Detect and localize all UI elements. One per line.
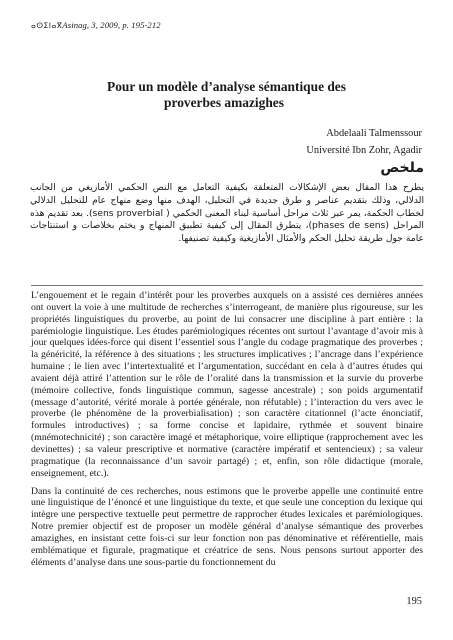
author-affiliation: Université Ibn Zohr, Agadir xyxy=(306,145,422,156)
author-name: Abdelaali Talmenssour xyxy=(326,128,422,139)
journal-citation: , 3, 2009, p. 195-212 xyxy=(86,20,161,30)
section-divider xyxy=(31,285,423,286)
running-head xyxy=(31,20,161,30)
body-paragraph-2: Dans la continuité de ces recherches, nous estimons que le proverbe appelle une continuité entre une linguistique de l’énoncé et une linguistique du texte, et que seule une conception du lexique qui intègre une perspective textuelle peut permettre de rapprocher études lexicales et parémiologiques. Notre premier objectif est de proposer un modèle général d’analyse sémantique des proverbes amazighes, en insistant cette fois-ci sur leur fonction non pas dénominative et référentielle, mais emblématique et figurale, pragmatique et créatrice de sens. Nous pensons surtout apporter des éléments d’analyse dans une sous-partie du fonctionnement du xyxy=(31,485,423,568)
title-line-1: Pour un modèle d’analyse sémantique des xyxy=(107,79,346,94)
journal-tifinagh-name: ⴰⵙⵉⵏⴰⴳ xyxy=(31,21,63,30)
arabic-abstract-text: يطرح هذا المقال بعض الإشكالات المتعلقة بكيفية التعامل مع النص الحكمي الأمازيغي من الجانب الدلالي، وذلك بتقديم عناصر و طرق جديدة في التحليل، الهدف منها وضع منهاج عام للتحليل الدلالي لخطاب الحكمة، يمر عبر ثلاث مراحل أساسية لبناء المعنى الحكمي ( sens proverbial). بعد تقديم هذه المراحل (phases de sens)، يتطرق المقال إلى كيفية تطبيق المنهاج و يختم بخلاصات و استنتاجات عامة حول طريقة تحليل الحكم والأمثال الأمازيغية وكيفية تصنيفها. xyxy=(30,182,424,245)
journal-name: Asinag xyxy=(62,20,87,30)
author-block xyxy=(306,125,422,159)
article-title xyxy=(0,79,453,110)
page-number: 195 xyxy=(406,596,422,607)
body-paragraph-1: L’engouement et le regain d’intérêt pour les proverbes auxquels on a assisté ces dernières années ont ouvert la voie à une multitude de recherches s’interrogeant, de manière plus rigoureuse, sur les propriétés linguistiques du proverbe, au point de lui consacrer une discipline à part entière : la parémiologie linguistique. Les études parémiologiques récentes ont surtout l’avantage d’avoir mis à jour quelques idées-force qui disent l’essentiel sous l’angle du codage pragmatique des proverbes ; la généricité, la référence à des situations ; les structures implicatives ; l’ancrage dans l’expérience humaine ; le lien avec l’intertextualité et l’argumentation, succédant en cela à d’autres études qui avaient déjà attiré l’attention sur le rôle de l’oralité dans la transmission et la survie du proverbe (mémoire collective, fonds linguistique commun, sagesse ancestrale) ; son poids argumentatif (message d’autorité, vérité morale à portée générale, non réfutable) ; l’interaction du vers avec le proverbe (le phénomène de la proverbialisation) ; son caractère citationnel (l’acte énonciatif, formules introductives) ; sa forme concise et lapidaire, rythmée et souvent binaire (mnémotechnicité) ; son caractère imagé et métaphorique, voire elliptique (rapprochement avec les devinettes) ; sa valeur prescriptive et normative (caractère impératif et sentencieux) ; sa valeur pragmatique (la reconnaissance d’un savoir partagé) ; et, enfin, son rôle didactique (morale, enseignement, etc.). xyxy=(31,290,423,479)
title-line-2: proverbes amazighes xyxy=(164,94,284,110)
arabic-abstract xyxy=(30,160,424,246)
article-body xyxy=(31,290,423,574)
arabic-abstract-heading: ملخص xyxy=(380,160,424,176)
